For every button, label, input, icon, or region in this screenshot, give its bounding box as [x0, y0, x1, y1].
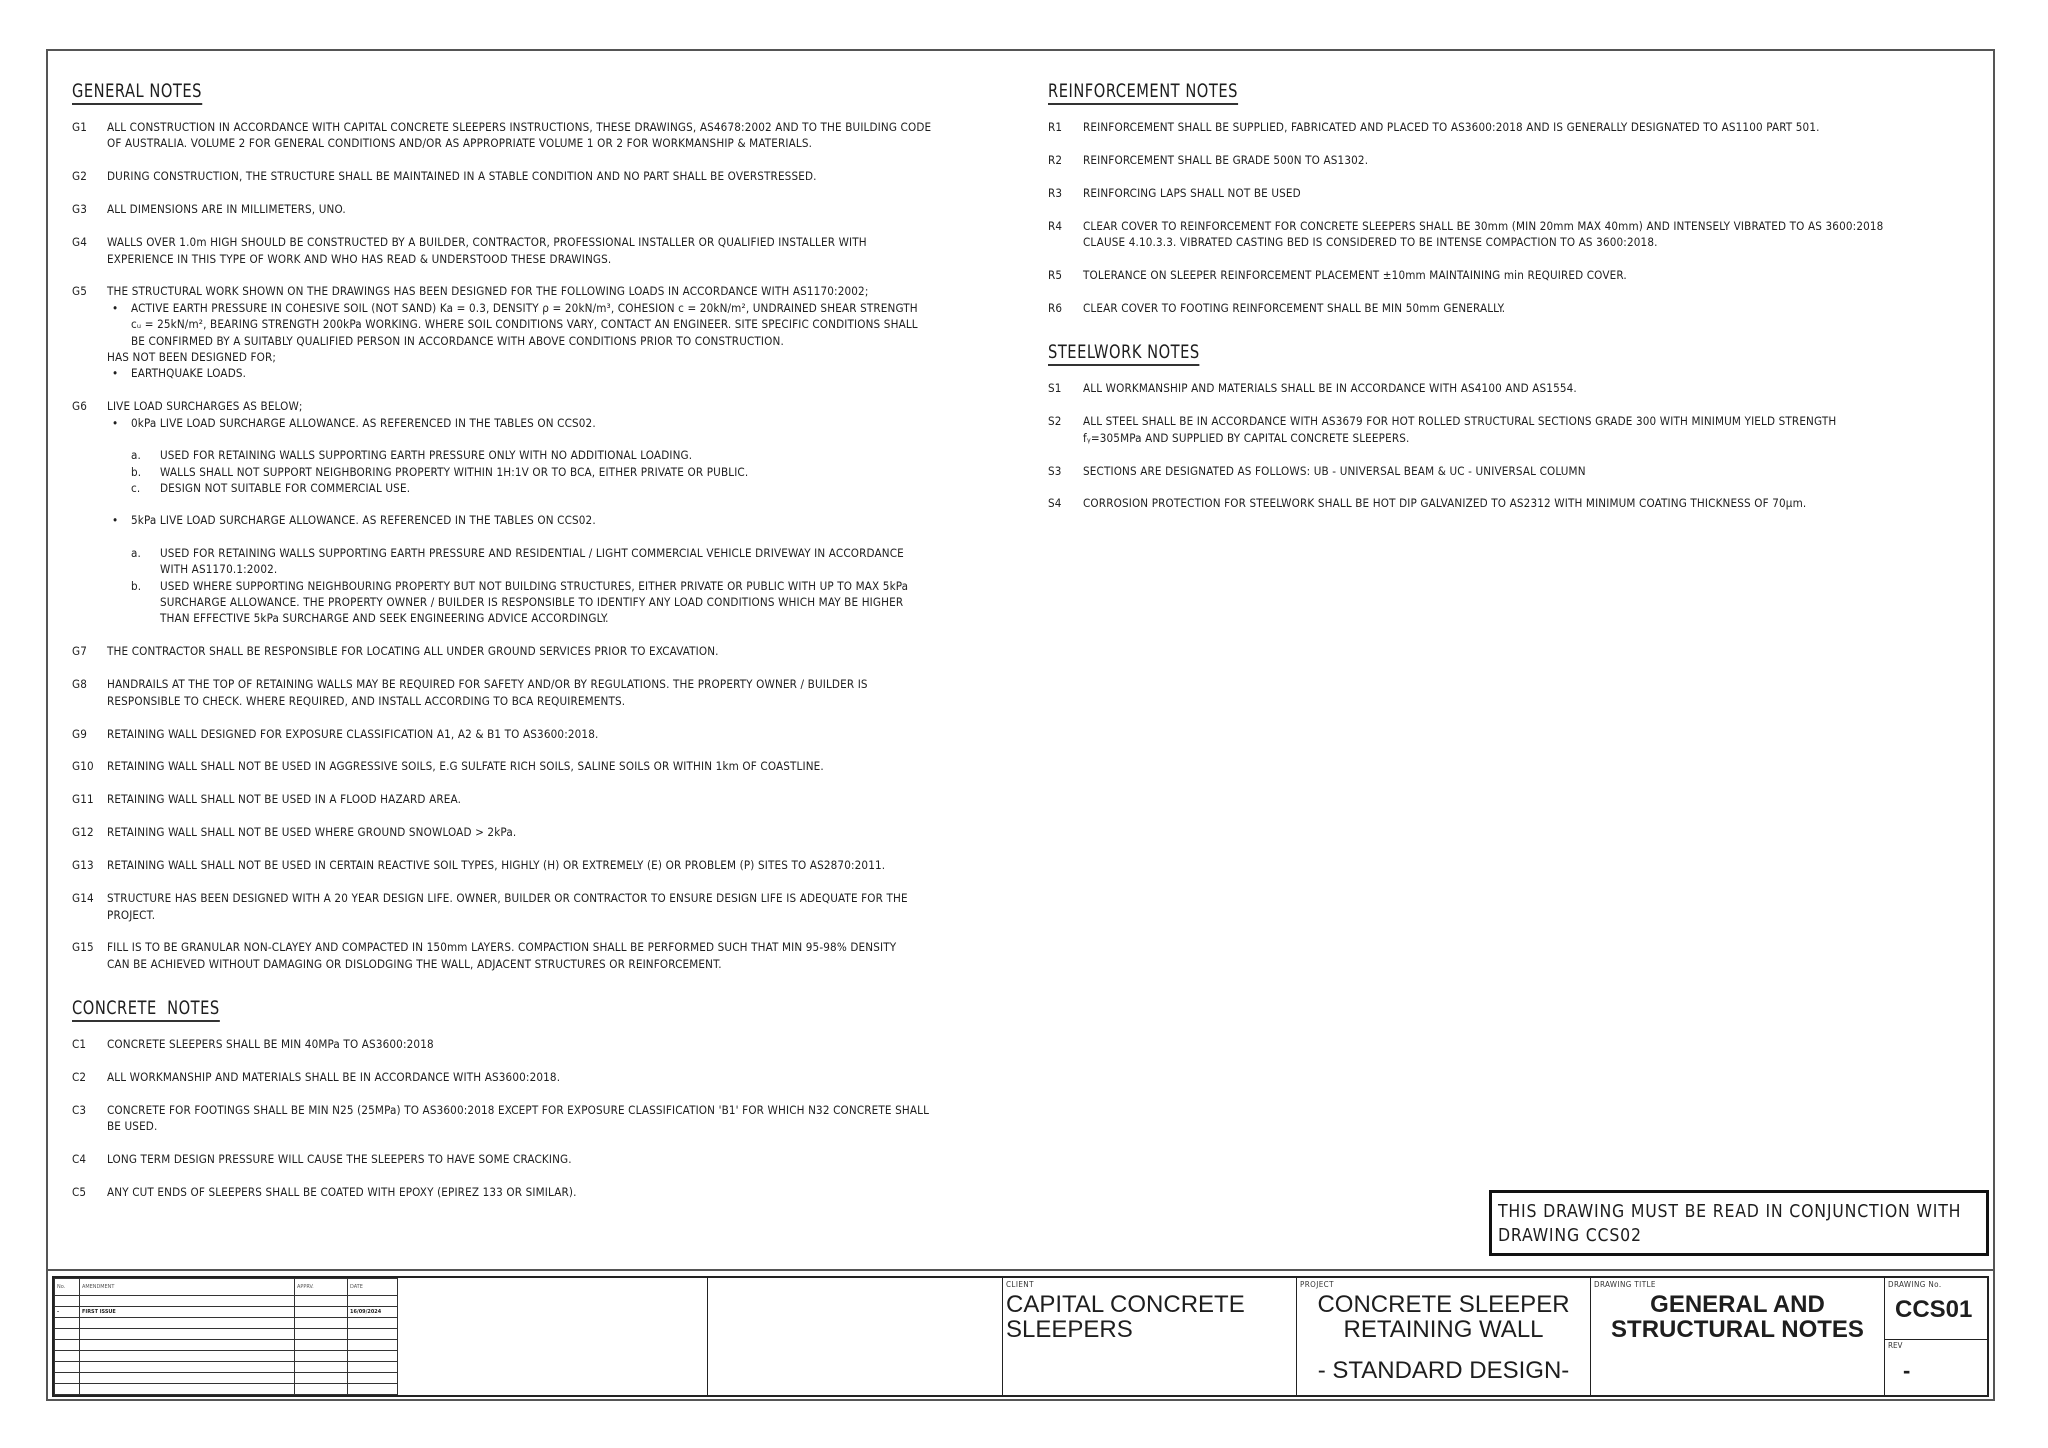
bullet-item — [112, 415, 1052, 431]
sub-text: WALLS SHALL NOT SUPPORT NEIGHBORING PROPERTY WITHIN 1H:1V OR TO BCA, EITHER PRIVATE OR PUBLIC. — [160, 464, 749, 479]
note-text: OF AUSTRALIA. VOLUME 2 FOR GENERAL CONDITIONS AND/OR AS APPROPRIATE VOLUME 1 OR 2 FOR WORKMANSHIP & MATERIALS. — [107, 136, 813, 151]
blank-cell-1 — [398, 1278, 708, 1395]
note-number: C5 — [72, 1185, 87, 1200]
note-number: R1 — [1048, 120, 1063, 134]
project-label: PROJECT — [1300, 1280, 1334, 1289]
note-text: PROJECT. — [107, 907, 156, 922]
note-text: FILL IS TO BE GRANULAR NON-CLAYEY AND COMPACTED IN 150mm LAYERS. COMPACTION SHALL BE PERFORMED SUCH THAT MIN 95-98% DENSITY — [107, 940, 897, 955]
note-text: HANDRAILS AT THE TOP OF RETAINING WALLS MAY BE REQUIRED FOR SAFETY AND/OR BY REGULATIONS. THE PROPERTY OWNER / BUILDER IS — [107, 677, 868, 692]
bullet-icon: • — [112, 300, 119, 315]
conjunction-note-box — [1489, 1190, 1989, 1256]
note-number: G9 — [72, 726, 88, 741]
bullet-item — [112, 365, 1052, 381]
note-text: TOLERANCE ON SLEEPER REINFORCEMENT PLACEMENT ±10mm MAINTAINING min REQUIRED COVER. — [1083, 268, 1627, 283]
sub-text: USED FOR RETAINING WALLS SUPPORTING EARTH PRESSURE ONLY WITH NO ADDITIONAL LOADING. — [160, 448, 693, 463]
left-column — [72, 81, 1052, 1217]
note-number: S4 — [1048, 496, 1062, 511]
note-text: THE STRUCTURAL WORK SHOWN ON THE DRAWINGS HAS BEEN DESIGNED FOR THE FOLLOWING LOADS IN ACCORDANCE WITH AS1170:2002; — [107, 284, 869, 299]
note-r1 — [1048, 119, 1988, 135]
note-c5 — [72, 1184, 1052, 1200]
note-text: CONCRETE FOR FOOTINGS SHALL BE MIN N25 (25MPa) TO AS3600:2018 EXCEPT FOR EXPOSURE CLASSIFICATION 'B1' FOR WHICH N32 CONCRETE SHALL — [107, 1103, 930, 1118]
note-text: REINFORCEMENT SHALL BE GRADE 500N TO AS1302. — [1083, 152, 1369, 167]
bullet-icon: • — [112, 513, 119, 528]
note-text: ALL DIMENSIONS ARE IN MILLIMETERS, UNO. — [107, 202, 346, 217]
note-number: R6 — [1048, 300, 1063, 315]
header-date: DATE — [348, 1279, 398, 1296]
note-number: C3 — [72, 1103, 87, 1118]
sub-label: a. — [131, 545, 142, 560]
amendment-approved — [295, 1306, 348, 1317]
note-g6 — [72, 398, 1052, 626]
header-no: No. — [55, 1279, 80, 1296]
drawing-title: STRUCTURAL NOTES — [1611, 1316, 1864, 1343]
note-g15 — [72, 939, 1052, 972]
note-text: HAS NOT BEEN DESIGNED FOR; — [107, 350, 277, 365]
note-g2 — [72, 168, 1052, 184]
note-number: G13 — [72, 858, 94, 873]
note-text: RETAINING WALL SHALL NOT BE USED IN A FLOOD HAZARD AREA. — [107, 792, 462, 807]
sub-item — [131, 447, 1052, 463]
note-text: EXPERIENCE IN THIS TYPE OF WORK AND WHO HAS READ & UNDERSTOOD THESE DRAWINGS. — [107, 251, 612, 266]
note-text: ALL WORKMANSHIP AND MATERIALS SHALL BE IN ACCORDANCE WITH AS4100 AND AS1554. — [1083, 381, 1577, 396]
note-c2 — [72, 1069, 1052, 1085]
amendment-header-row — [55, 1279, 398, 1296]
note-g8 — [72, 676, 1052, 709]
note-number: S2 — [1048, 414, 1062, 429]
blank-cell-2 — [708, 1278, 1003, 1395]
note-g4 — [72, 234, 1052, 267]
note-text: ANY CUT ENDS OF SLEEPERS SHALL BE COATED WITH EPOXY (EPIREZ 133 OR SIMILAR). — [107, 1185, 577, 1200]
reinforcement-notes-title: REINFORCEMENT NOTES — [1048, 81, 1238, 105]
sub-text: THAN EFFECTIVE 5kPa SURCHARGE AND SEEK ENGINEERING ADVICE ACCORDINGLY. — [160, 611, 609, 626]
note-text: REINFORCEMENT SHALL BE SUPPLIED, FABRICATED AND PLACED TO AS3600:2018 AND IS GENERALLY DESIGNATED TO AS1100 PART 501. — [1083, 120, 1820, 134]
note-text: LONG TERM DESIGN PRESSURE WILL CAUSE THE SLEEPERS TO HAVE SOME CRACKING. — [107, 1152, 572, 1167]
note-number: R2 — [1048, 152, 1063, 167]
drawing-no-value: CCS01 — [1895, 1296, 1973, 1323]
note-text: BE USED. — [107, 1119, 158, 1134]
note-s4 — [1048, 495, 1988, 511]
note-c1 — [72, 1036, 1052, 1052]
header-approved: APPRV. — [295, 1279, 348, 1296]
bullet-text: 0kPa LIVE LOAD SURCHARGE ALLOWANCE. AS REFERENCED IN THE TABLES ON CCS02. — [131, 415, 596, 430]
amendment-row — [55, 1306, 398, 1317]
bullet-text: 5kPa LIVE LOAD SURCHARGE ALLOWANCE. AS REFERENCED IN THE TABLES ON CCS02. — [131, 513, 596, 528]
note-number: G1 — [72, 120, 88, 134]
note-g13 — [72, 857, 1052, 873]
note-text: DURING CONSTRUCTION, THE STRUCTURE SHALL BE MAINTAINED IN A STABLE CONDITION AND NO PART SHALL BE OVERSTRESSED. — [107, 169, 817, 184]
drawing-title-cell — [1591, 1278, 1885, 1395]
note-number: G7 — [72, 644, 88, 659]
note-g1 — [72, 119, 1052, 152]
note-text: RETAINING WALL DESIGNED FOR EXPOSURE CLASSIFICATION A1, A2 & B1 TO AS3600:2018. — [107, 726, 599, 741]
note-number: C4 — [72, 1152, 87, 1167]
note-number: G4 — [72, 235, 88, 250]
bullet-text: ACTIVE EARTH PRESSURE IN COHESIVE SOIL (NOT SAND) Ka = 0.3, DENSITY ρ = 20kN/m³, COHESION c = 20kN/m², UNDRAINED SHEAR STRENGTH — [131, 300, 918, 315]
client-name: CAPITAL CONCRETE — [1006, 1291, 1245, 1318]
amendment-text: FIRST ISSUE — [80, 1306, 295, 1317]
title-block — [48, 1269, 1993, 1401]
note-r4 — [1048, 218, 1988, 251]
note-g11 — [72, 791, 1052, 807]
note-g14 — [72, 890, 1052, 923]
drawing-title: GENERAL AND — [1650, 1291, 1825, 1318]
project-name: RETAINING WALL — [1343, 1316, 1544, 1343]
note-text: LIVE LOAD SURCHARGES AS BELOW; — [107, 399, 303, 414]
client-cell — [1003, 1278, 1297, 1395]
note-text: RETAINING WALL SHALL NOT BE USED IN AGGRESSIVE SOILS, E.G SULFATE RICH SOILS, SALINE SOILS OR WITHIN 1km OF COASTLINE. — [107, 759, 824, 774]
bullet-item — [112, 512, 1052, 528]
note-number: S1 — [1048, 381, 1062, 396]
conjunction-note-line: DRAWING CCS02 — [1498, 1226, 1642, 1246]
note-text: REINFORCING LAPS SHALL NOT BE USED — [1083, 185, 1301, 200]
note-g7 — [72, 643, 1052, 659]
rev-label: REV — [1888, 1341, 1903, 1350]
note-r2 — [1048, 152, 1988, 168]
sub-item — [131, 545, 1052, 578]
steelwork-notes-title: STEELWORK NOTES — [1048, 342, 1200, 366]
bullet-icon: • — [112, 415, 119, 430]
note-g12 — [72, 824, 1052, 840]
sub-text: WITH AS1170.1:2002. — [160, 562, 278, 577]
note-s1 — [1048, 380, 1988, 396]
note-number: R5 — [1048, 268, 1063, 283]
note-number: R3 — [1048, 185, 1063, 200]
note-number: R4 — [1048, 218, 1063, 233]
note-c3 — [72, 1102, 1052, 1135]
note-number: G11 — [72, 792, 94, 807]
bullet-text: cᵤ = 25kN/m², BEARING STRENGTH 200kPa WORKING. WHERE SOIL CONDITIONS VARY, CONTACT AN ENGINEER. SITE SPECIFIC CONDITIONS SHALL — [131, 317, 918, 332]
sub-text: USED FOR RETAINING WALLS SUPPORTING EARTH PRESSURE AND RESIDENTIAL / LIGHT COMMERCIAL VEHICLE DRIVEWAY IN ACCORDANCE — [160, 545, 904, 560]
note-number: G3 — [72, 202, 88, 217]
note-r3 — [1048, 185, 1988, 201]
note-number: G10 — [72, 759, 94, 774]
sub-item — [131, 480, 1052, 496]
note-g9 — [72, 726, 1052, 742]
note-text: ALL CONSTRUCTION IN ACCORDANCE WITH CAPITAL CONCRETE SLEEPERS INSTRUCTIONS, THESE DRAWINGS, AS4678:2002 AND TO THE BUILDING CODE — [107, 120, 932, 134]
sub-item — [131, 578, 1052, 627]
sub-text: SURCHARGE ALLOWANCE. THE PROPERTY OWNER / BUILDER IS RESPONSIBLE TO IDENTIFY ANY LOAD CONDITIONS WHICH MAY BE HIGHER — [160, 595, 904, 610]
note-text: STRUCTURE HAS BEEN DESIGNED WITH A 20 YEAR DESIGN LIFE. OWNER, BUILDER OR CONTRACTOR TO ENSURE DESIGN LIFE IS ADEQUATE FOR THE — [107, 891, 908, 906]
note-number: G12 — [72, 825, 94, 840]
project-cell — [1297, 1278, 1591, 1395]
note-number: S3 — [1048, 463, 1062, 478]
amendment-no: - — [55, 1306, 80, 1317]
note-r6 — [1048, 300, 1988, 316]
rev-value: - — [1903, 1358, 1911, 1383]
conjunction-note-line: THIS DRAWING MUST BE READ IN CONJUNCTION WITH — [1498, 1202, 1962, 1222]
note-text: CLEAR COVER TO REINFORCEMENT FOR CONCRETE SLEEPERS SHALL BE 30mm (MIN 20mm MAX 40mm) AND INTENSELY VIBRATED TO AS 3600:2018 — [1083, 218, 1884, 233]
note-number: G6 — [72, 399, 88, 414]
note-text: CONCRETE SLEEPERS SHALL BE MIN 40MPa TO AS3600:2018 — [107, 1037, 434, 1052]
client-name: SLEEPERS — [1006, 1316, 1133, 1343]
note-number: G8 — [72, 677, 88, 692]
project-name: CONCRETE SLEEPER — [1317, 1291, 1570, 1318]
note-text: RETAINING WALL SHALL NOT BE USED IN CERTAIN REACTIVE SOIL TYPES, HIGHLY (H) OR EXTREMELY (E) OR PROBLEM (P) SITES TO AS2870:2011. — [107, 858, 886, 873]
drawing-number-cell — [1885, 1278, 1987, 1395]
note-number: G5 — [72, 284, 88, 299]
note-text: WALLS OVER 1.0m HIGH SHOULD BE CONSTRUCTED BY A BUILDER, CONTRACTOR, PROFESSIONAL INSTALLER OR QUALIFIED INSTALLER WITH — [107, 235, 867, 250]
note-s2 — [1048, 413, 1988, 446]
bullet-text: EARTHQUAKE LOADS. — [131, 366, 247, 381]
drawing-sheet — [46, 49, 1995, 1401]
note-number: G2 — [72, 169, 88, 184]
note-text: CLEAR COVER TO FOOTING REINFORCEMENT SHALL BE MIN 50mm GENERALLY. — [1083, 300, 1506, 315]
note-text: CORROSION PROTECTION FOR STEELWORK SHALL BE HOT DIP GALVANIZED TO AS2312 WITH MINIMUM COATING THICKNESS OF 70µm. — [1083, 496, 1807, 511]
note-g10 — [72, 758, 1052, 774]
amendment-date: 16/09/2024 — [348, 1306, 398, 1317]
note-g5 — [72, 283, 1052, 381]
note-number: G14 — [72, 891, 94, 906]
header-amendment: AMENDMENT — [80, 1279, 295, 1296]
note-number: C2 — [72, 1070, 87, 1085]
bullet-icon: • — [112, 366, 119, 381]
note-text: THE CONTRACTOR SHALL BE RESPONSIBLE FOR LOCATING ALL UNDER GROUND SERVICES PRIOR TO EXCAVATION. — [107, 644, 719, 659]
note-text: SECTIONS ARE DESIGNATED AS FOLLOWS: UB - UNIVERSAL BEAM & UC - UNIVERSAL COLUMN — [1083, 463, 1586, 478]
sub-label: a. — [131, 448, 142, 463]
note-text: CAN BE ACHIEVED WITHOUT DAMAGING OR DISLODGING THE WALL, ADJACENT STRUCTURES OR REINFORCEMENT. — [107, 956, 722, 971]
note-c4 — [72, 1151, 1052, 1167]
client-label: CLIENT — [1006, 1280, 1034, 1289]
bullet-text: BE CONFIRMED BY A SUITABLY QUALIFIED PERSON IN ACCORDANCE WITH ABOVE CONDITIONS PRIOR TO CONSTRUCTION. — [131, 333, 784, 348]
note-number: C1 — [72, 1037, 87, 1052]
concrete-notes-title: CONCRETE NOTES — [72, 998, 220, 1022]
sub-text: DESIGN NOT SUITABLE FOR COMMERCIAL USE. — [160, 481, 411, 495]
drawing-no-label: DRAWING No. — [1888, 1280, 1942, 1289]
drawing-title-label: DRAWING TITLE — [1594, 1280, 1656, 1289]
right-column — [1048, 81, 1988, 528]
sub-text: USED WHERE SUPPORTING NEIGHBOURING PROPERTY BUT NOT BUILDING STRUCTURES, EITHER PRIVATE OR PUBLIC WITH UP TO MAX 5kPa — [160, 578, 909, 593]
general-notes-title: GENERAL NOTES — [72, 81, 202, 105]
note-text: fᵧ=305MPa AND SUPPLIED BY CAPITAL CONCRETE SLEEPERS. — [1083, 430, 1410, 445]
sub-item — [131, 464, 1052, 480]
note-text: ALL STEEL SHALL BE IN ACCORDANCE WITH AS3679 FOR HOT ROLLED STRUCTURAL SECTIONS GRADE 300 WITH MINIMUM YIELD STRENGTH — [1083, 414, 1837, 429]
note-s3 — [1048, 463, 1988, 479]
bullet-item — [112, 300, 1052, 349]
note-g3 — [72, 201, 1052, 217]
note-r5 — [1048, 267, 1988, 283]
sub-label: c. — [131, 481, 141, 495]
project-subtitle: - STANDARD DESIGN- — [1317, 1357, 1570, 1384]
note-number: G15 — [72, 940, 94, 955]
note-text: ALL WORKMANSHIP AND MATERIALS SHALL BE IN ACCORDANCE WITH AS3600:2018. — [107, 1070, 561, 1085]
sub-label: b. — [131, 464, 142, 479]
note-text: CLAUSE 4.10.3.3. VIBRATED CASTING BED IS CONSIDERED TO BE INTENSE COMPACTION TO AS 3600:2018. — [1083, 235, 1658, 250]
note-text: RESPONSIBLE TO CHECK. WHERE REQUIRED, AND INSTALL ACCORDING TO BCA REQUIREMENTS. — [107, 693, 626, 708]
sub-label: b. — [131, 578, 142, 593]
amendment-table — [54, 1278, 398, 1395]
note-text: RETAINING WALL SHALL NOT BE USED WHERE GROUND SNOWLOAD > 2kPa. — [107, 825, 517, 840]
